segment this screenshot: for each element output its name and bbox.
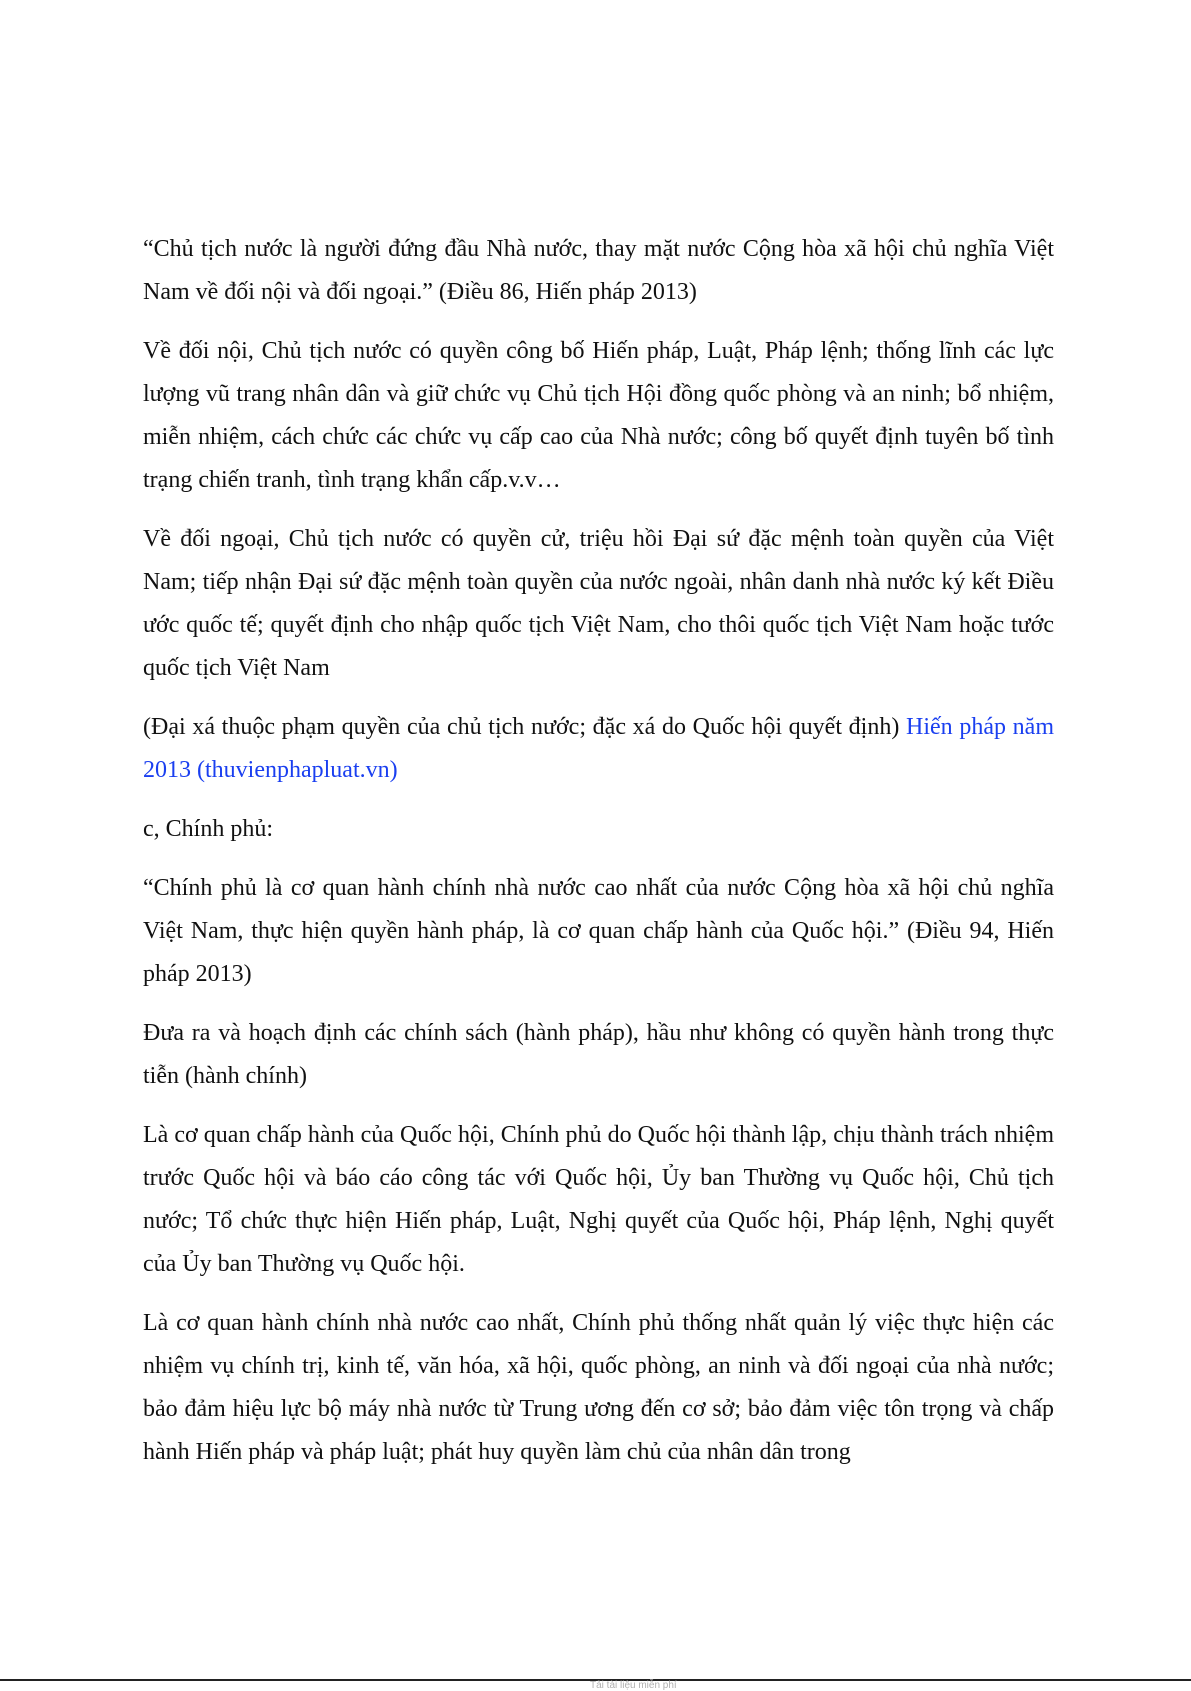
highest-administrative-paragraph: Là cơ quan hành chính nhà nước cao nhất, Chính phủ thống nhất quản lý việc thực hiện các nhiệm vụ chính trị, kinh tế, văn hóa, xã hội, quốc phòng, an ninh và đối ngoại của nhà nước; bảo đảm hiệu lực bộ máy nhà nước từ Trung ương đến cơ sở; bảo đảm việc tôn trọng và chấp hành Hiến pháp và pháp luật; phát huy quyền làm chủ của nhân dân trong — [143, 1310, 1054, 1465]
executive-body-paragraph: Là cơ quan chấp hành của Quốc hội, Chính phủ do Quốc hội thành lập, chịu thành trách nhiệm trước Quốc hội và báo cáo công tác với Quốc hội, Ủy ban Thường vụ Quốc hội, Chủ tịch nước; Tổ chức thực hiện Hiến pháp, Luật, Nghị quyết của Quốc hội, Pháp lệnh, Nghị quyết của Ủy ban Thường vụ Quốc hội. — [143, 1122, 1054, 1277]
foreign-powers-paragraph: Về đối ngoại, Chủ tịch nước có quyền cử, triệu hồi Đại sứ đặc mệnh toàn quyền của Việt Nam; tiếp nhận Đại sứ đặc mệnh toàn quyền của nước ngoài, nhân danh nhà nước ký kết Điều ước quốc tế; quyết định cho nhập quốc tịch Việt Nam, cho thôi quốc tịch Việt Nam hoặc tước quốc tịch Việt Nam — [143, 526, 1054, 681]
domestic-powers-paragraph: Về đối nội, Chủ tịch nước có quyền công bố Hiến pháp, Luật, Pháp lệnh; thống lĩnh các lực lượng vũ trang nhân dân và giữ chức vụ Chủ tịch Hội đồng quốc phòng và an ninh; bổ nhiệm, miễn nhiệm, cách chức các chức vụ cấp cao của Nhà nước; công bố quyết định tuyên bố tình trạng chiến tranh, tình trạng khẩn cấp.v.v… — [143, 338, 1054, 493]
pardon-note-paragraph — [143, 706, 1054, 792]
policy-making-paragraph: Đưa ra và hoạch định các chính sách (hành pháp), hầu như không có quyền hành trong thực tiễn (hành chính) — [143, 1020, 1054, 1089]
president-definition-paragraph: “Chủ tịch nước là người đứng đầu Nhà nước, thay mặt nước Cộng hòa xã hội chủ nghĩa Việt Nam về đối nội và đối ngoại.” (Điều 86, Hiến pháp 2013) — [143, 236, 1054, 305]
pardon-note-text: (Đại xá thuộc phạm quyền của chủ tịch nước; đặc xá do Quốc hội quyết định) — [143, 714, 907, 740]
constitution-2013-link[interactable]: Hiến pháp năm 2013 (thuvienphapluat.vn) — [143, 714, 1054, 783]
footer-watermark-text: Tải tài liệu miễn phí — [590, 1680, 677, 1691]
government-definition-paragraph: “Chính phủ là cơ quan hành chính nhà nước cao nhất của nước Cộng hòa xã hội chủ nghĩa Việt Nam, thực hiện quyền hành pháp, là cơ quan chấp hành của Quốc hội.” (Điều 94, Hiến pháp 2013) — [143, 875, 1054, 987]
section-heading-government: c, Chính phủ: — [143, 816, 273, 842]
document-body — [143, 228, 1054, 1490]
